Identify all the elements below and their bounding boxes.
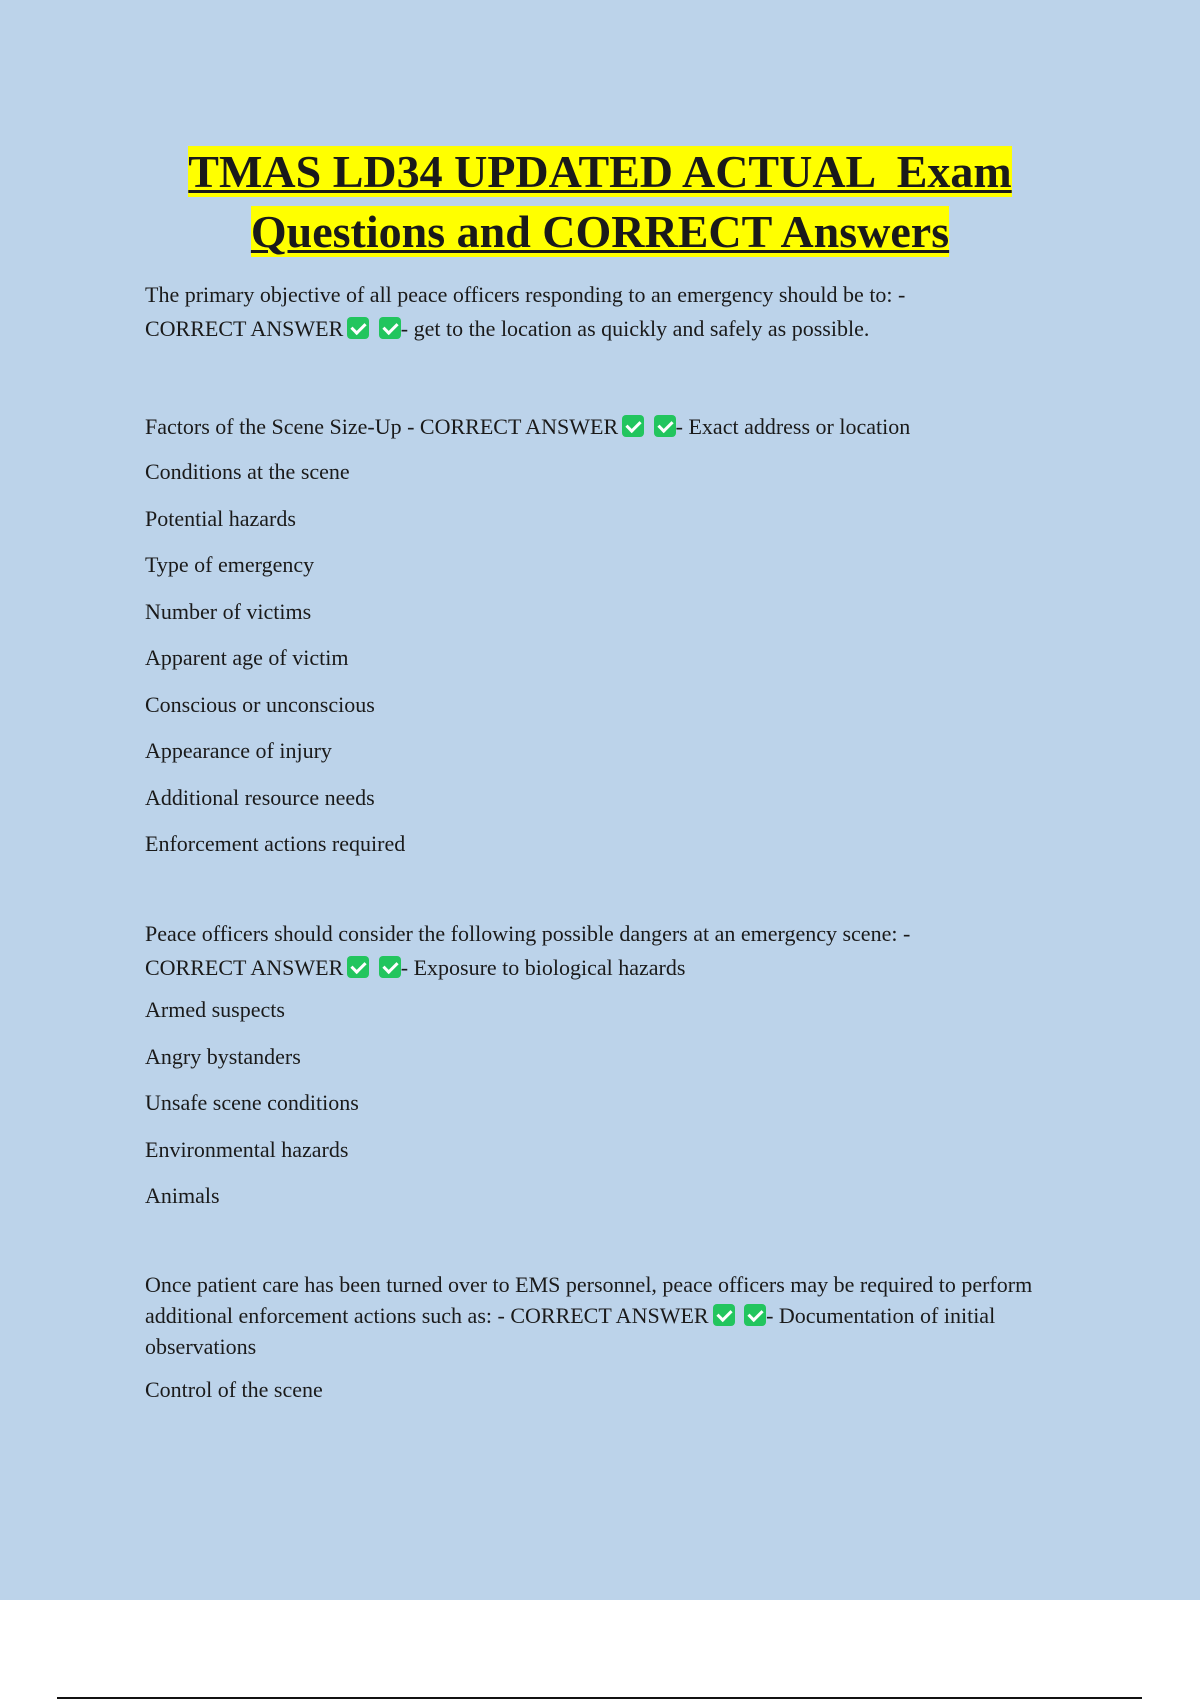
answer-label: CORRECT ANSWER bbox=[145, 955, 344, 980]
qa-block-1 bbox=[145, 278, 1085, 346]
question-text: The primary objective of all peace officers responding to an emergency should be to: - bbox=[145, 282, 906, 307]
title-line-2: Questions and CORRECT Answers bbox=[250, 206, 950, 257]
list-item: Unsafe scene conditions bbox=[145, 1090, 359, 1115]
check-mark-icon bbox=[713, 1304, 735, 1326]
list-item: Control of the scene bbox=[145, 1377, 323, 1402]
question-text: Once patient care has been turned over to EMS personnel, peace officers may be required to perform additional enforcement actions such as: - bbox=[145, 1272, 1033, 1328]
answer-label: CORRECT ANSWER bbox=[419, 414, 619, 439]
qa-block-4 bbox=[145, 1269, 1085, 1362]
list-item: Type of emergency bbox=[145, 552, 315, 577]
answer-text: - Exact address or location bbox=[675, 414, 911, 439]
answer-text: - get to the location as quickly and safely as possible. bbox=[400, 316, 870, 341]
list-item: Armed suspects bbox=[145, 997, 285, 1022]
question-text: Factors of the Scene Size-Up - bbox=[145, 414, 415, 439]
document-body bbox=[145, 278, 1085, 1422]
check-mark-icon bbox=[379, 956, 401, 978]
answer-label: CORRECT ANSWER bbox=[145, 316, 344, 341]
answer-label: CORRECT ANSWER bbox=[510, 1303, 709, 1328]
list-item: Environmental hazards bbox=[145, 1136, 349, 1162]
list-item: Number of victims bbox=[145, 598, 312, 624]
qa-block-2 bbox=[145, 410, 1085, 444]
question-text: Peace officers should consider the following possible dangers at an emergency scene: - bbox=[145, 921, 911, 946]
qa-block-3 bbox=[145, 917, 1085, 985]
check-mark-icon bbox=[654, 415, 676, 437]
list-item: Appearance of injury bbox=[145, 738, 332, 763]
list-item: Angry bystanders bbox=[145, 1043, 301, 1069]
list-item: Potential hazards bbox=[145, 505, 296, 531]
check-mark-icon bbox=[622, 415, 644, 437]
answer-text: - Exposure to biological hazards bbox=[400, 955, 686, 980]
check-mark-icon bbox=[379, 317, 401, 339]
answer-text: - Documentation of initial observations bbox=[145, 1303, 996, 1359]
check-mark-icon bbox=[347, 317, 369, 339]
check-mark-icon bbox=[347, 956, 369, 978]
list-item: Enforcement actions required bbox=[145, 831, 406, 856]
title-line-1: TMAS LD34 UPDATED ACTUAL Exam bbox=[188, 146, 1012, 197]
list-item: Apparent age of victim bbox=[145, 645, 349, 670]
footer-rule bbox=[57, 1697, 1142, 1699]
list-item: Conscious or unconscious bbox=[145, 691, 375, 717]
check-mark-icon bbox=[744, 1304, 766, 1326]
document-title bbox=[0, 142, 1200, 262]
list-item: Additional resource needs bbox=[145, 784, 375, 810]
list-item: Conditions at the scene bbox=[145, 459, 350, 484]
list-item: Animals bbox=[145, 1183, 220, 1208]
